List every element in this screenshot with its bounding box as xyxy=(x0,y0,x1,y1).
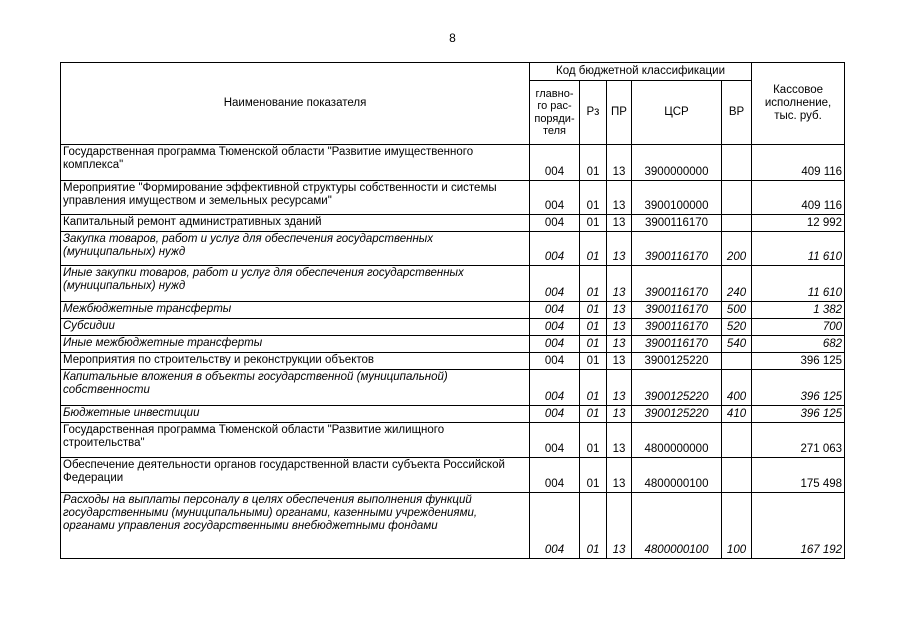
row-rz: 01 xyxy=(580,145,607,181)
row-rz: 01 xyxy=(580,370,607,406)
row-vr: 540 xyxy=(722,336,752,353)
row-csr: 4800000100 xyxy=(632,493,722,559)
row-amount: 12 992 xyxy=(752,215,845,232)
row-rz: 01 xyxy=(580,232,607,266)
row-csr: 3900116170 xyxy=(632,336,722,353)
row-rz: 01 xyxy=(580,458,607,493)
row-glav: 004 xyxy=(530,302,580,319)
row-vr xyxy=(722,353,752,370)
row-pr: 13 xyxy=(607,215,632,232)
header-glav: главно-го рас-поряди-теля xyxy=(530,81,580,145)
table-row xyxy=(61,493,845,559)
row-rz: 01 xyxy=(580,215,607,232)
row-glav: 004 xyxy=(530,145,580,181)
row-csr: 3900100000 xyxy=(632,181,722,215)
row-name: Иные межбюджетные трансферты xyxy=(61,336,530,353)
row-glav: 004 xyxy=(530,319,580,336)
row-pr: 13 xyxy=(607,145,632,181)
table-row xyxy=(61,181,845,215)
row-amount: 396 125 xyxy=(752,406,845,423)
row-rz: 01 xyxy=(580,319,607,336)
row-rz: 01 xyxy=(580,336,607,353)
row-pr: 13 xyxy=(607,370,632,406)
table-row xyxy=(61,266,845,302)
row-csr: 3900125220 xyxy=(632,353,722,370)
row-name: Расходы на выплаты персоналу в целях обеспечения выполнения функций государственными (муниципальными) органами, казенными учреждениями, органами управления государственными внебюджетными фондами xyxy=(61,493,530,559)
header-code-group: Код бюджетной классификации xyxy=(530,63,752,81)
row-pr: 13 xyxy=(607,336,632,353)
row-amount: 11 610 xyxy=(752,266,845,302)
row-pr: 13 xyxy=(607,406,632,423)
row-csr: 4800000100 xyxy=(632,458,722,493)
row-amount: 409 116 xyxy=(752,181,845,215)
row-rz: 01 xyxy=(580,406,607,423)
row-csr: 3900000000 xyxy=(632,145,722,181)
row-vr xyxy=(722,145,752,181)
row-csr: 3900116170 xyxy=(632,319,722,336)
row-pr: 13 xyxy=(607,232,632,266)
row-pr: 13 xyxy=(607,319,632,336)
row-csr: 3900116170 xyxy=(632,302,722,319)
table-body xyxy=(61,145,845,559)
row-amount: 396 125 xyxy=(752,370,845,406)
row-vr xyxy=(722,181,752,215)
row-glav: 004 xyxy=(530,458,580,493)
row-amount: 175 498 xyxy=(752,458,845,493)
row-amount: 271 063 xyxy=(752,423,845,458)
row-name: Капитальные вложения в объекты государственной (муниципальной) собственности xyxy=(61,370,530,406)
row-name: Государственная программа Тюменской области "Развитие жилищного строительства" xyxy=(61,423,530,458)
header-name: Наименование показателя xyxy=(61,63,530,145)
row-vr xyxy=(722,215,752,232)
header-amount: Кассовое исполнение, тыс. руб. xyxy=(752,63,845,145)
row-name: Закупка товаров, работ и услуг для обеспечения государственных (муниципальных) нужд xyxy=(61,232,530,266)
row-name: Субсидии xyxy=(61,319,530,336)
row-csr: 3900116170 xyxy=(632,215,722,232)
row-rz: 01 xyxy=(580,181,607,215)
row-glav: 004 xyxy=(530,423,580,458)
row-csr: 3900116170 xyxy=(632,232,722,266)
row-vr xyxy=(722,423,752,458)
header-rz: Рз xyxy=(580,81,607,145)
row-amount: 1 382 xyxy=(752,302,845,319)
row-vr xyxy=(722,458,752,493)
row-glav: 004 xyxy=(530,215,580,232)
row-vr: 520 xyxy=(722,319,752,336)
row-glav: 004 xyxy=(530,266,580,302)
table-row xyxy=(61,370,845,406)
row-name: Мероприятия по строительству и реконструкции объектов xyxy=(61,353,530,370)
table-row xyxy=(61,423,845,458)
row-vr: 410 xyxy=(722,406,752,423)
row-rz: 01 xyxy=(580,493,607,559)
row-glav: 004 xyxy=(530,370,580,406)
row-rz: 01 xyxy=(580,353,607,370)
row-amount: 167 192 xyxy=(752,493,845,559)
row-name: Бюджетные инвестиции xyxy=(61,406,530,423)
table-row xyxy=(61,406,845,423)
row-pr: 13 xyxy=(607,423,632,458)
row-csr: 4800000000 xyxy=(632,423,722,458)
budget-table xyxy=(60,62,845,559)
row-glav: 004 xyxy=(530,232,580,266)
row-pr: 13 xyxy=(607,302,632,319)
row-rz: 01 xyxy=(580,302,607,319)
table-row xyxy=(61,145,845,181)
row-pr: 13 xyxy=(607,493,632,559)
row-amount: 11 610 xyxy=(752,232,845,266)
header-csr: ЦСР xyxy=(632,81,722,145)
row-rz: 01 xyxy=(580,423,607,458)
table-row xyxy=(61,232,845,266)
row-name: Иные закупки товаров, работ и услуг для обеспечения государственных (муниципальных) нужд xyxy=(61,266,530,302)
row-pr: 13 xyxy=(607,458,632,493)
header-pr: ПР xyxy=(607,81,632,145)
row-name: Обеспечение деятельности органов государственной власти субъекта Российской Федерации xyxy=(61,458,530,493)
row-amount: 682 xyxy=(752,336,845,353)
row-pr: 13 xyxy=(607,353,632,370)
header-vr: ВР xyxy=(722,81,752,145)
row-amount: 409 116 xyxy=(752,145,845,181)
row-glav: 004 xyxy=(530,181,580,215)
row-glav: 004 xyxy=(530,353,580,370)
row-name: Капитальный ремонт административных зданий xyxy=(61,215,530,232)
row-glav: 004 xyxy=(530,336,580,353)
row-vr: 100 xyxy=(722,493,752,559)
row-glav: 004 xyxy=(530,406,580,423)
table-row xyxy=(61,458,845,493)
table-row xyxy=(61,302,845,319)
row-amount: 700 xyxy=(752,319,845,336)
row-name: Государственная программа Тюменской области "Развитие имущественного комплекса" xyxy=(61,145,530,181)
row-csr: 3900125220 xyxy=(632,406,722,423)
table-row xyxy=(61,353,845,370)
page-number: 8 xyxy=(449,31,456,45)
row-glav: 004 xyxy=(530,493,580,559)
table-row xyxy=(61,215,845,232)
row-name: Межбюджетные трансферты xyxy=(61,302,530,319)
table-row xyxy=(61,336,845,353)
row-vr: 200 xyxy=(722,232,752,266)
row-pr: 13 xyxy=(607,181,632,215)
row-pr: 13 xyxy=(607,266,632,302)
row-vr: 500 xyxy=(722,302,752,319)
table-row xyxy=(61,319,845,336)
row-amount: 396 125 xyxy=(752,353,845,370)
row-name: Мероприятие "Формирование эффективной структуры собственности и системы управления имуществом и земельных ресурсами" xyxy=(61,181,530,215)
row-rz: 01 xyxy=(580,266,607,302)
row-vr: 240 xyxy=(722,266,752,302)
row-csr: 3900116170 xyxy=(632,266,722,302)
row-vr: 400 xyxy=(722,370,752,406)
row-csr: 3900125220 xyxy=(632,370,722,406)
